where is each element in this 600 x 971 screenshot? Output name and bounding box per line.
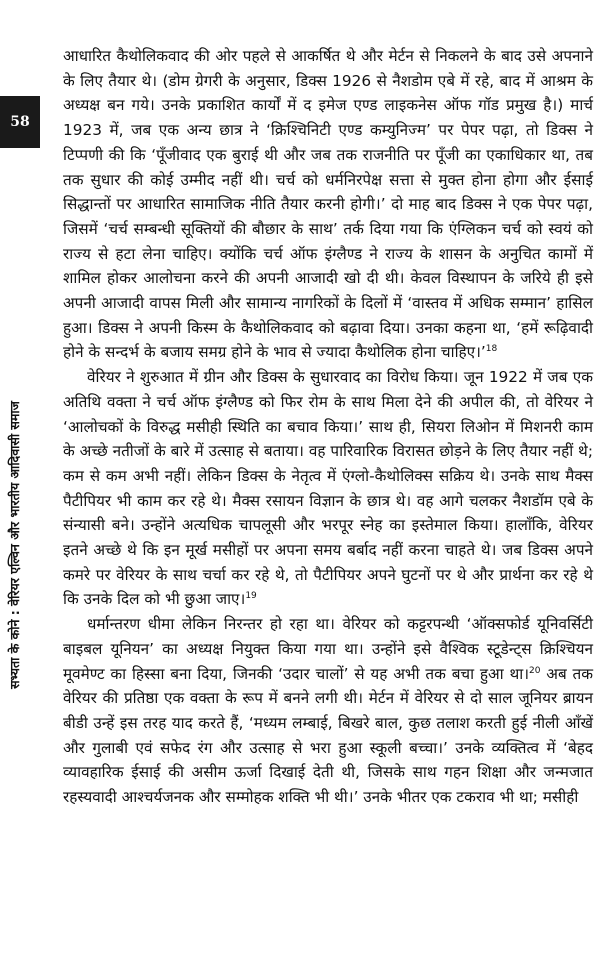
body-text (63, 44, 593, 810)
paragraph-text: आधारित कैथोलिकवाद की ओर पहले से आकर्षित थे और मेर्टन से निकलने के बाद उसे अपनाने के लिए तैयार थे। (डोम ग्रेगरी के अनुसार, डिक्स 1926 से नैशडोम एबे में रहे, बाद में आश्रम के अध्यक्ष बन गये। उनके प्रकाशित कार्यों में द इमेज एण्ड लाइकनेस ऑफ गॉड प्रमुख है।) मार्च 1923 में, जब एक अन्य छात्र ने ‘क्रिश्चिनिटी एण्ड कम्युनिज्म’ पर पेपर पढ़ा, तो डिक्स ने टिप्पणी की कि ‘पूँजीवाद एक बुराई थी और जब तक राजनीति पर पूँजी का एकाधिकार था, तब तक सुधार की कोई उम्मीद नहीं थी। चर्च को धर्मनिरपेक्ष सत्ता से मुक्त होना होगा और ईसाई सिद्धान्तों पर आधारित सामाजिक नीति तैयार करनी होगी।’ दो माह बाद डिक्स ने एक पेपर पढ़ा, जिसमें ‘चर्च सम्बन्धी सूक्तियों की बौछार के साथ’ तर्क दिया गया कि एंग्लिकन चर्च को स्वयं को राज्य से हटा लेना चाहिए। क्योंकि चर्च ऑफ इंग्लैण्ड ने राज्य के शासन के अनुचित कामों में शामिल होकर आलोचना करने की अपनी आजादी खो दी थी। केवल विस्थापन के जरिये ही इसे अपनी आजादी वापस मिली और सामान्य नागरिकों के दिलों में ‘वास्तव में अधिक सम्मान’ हासिल हुआ। डिक्स ने अपनी किस्म के कैथोलिकवाद को बढ़ावा दिया। उनका कहना था, ‘हमें रूढ़िवादी होने के सन्दर्भ के बजाय समग्र होने के भाव से ज्यादा कैथोलिक होना चाहिए।’ (63, 47, 593, 362)
paragraph-text-tail: अब तक वेरियर की प्रतिष्ठा एक वक्ता के रूप में बनने लगी थी। मेर्टन में वेरियर से दो साल जूनियर ब्रायन बीडी उन्हें इस तरह याद करते हैं, ‘मध्यम लम्बाई, बिखरे बाल, कुछ तलाश करती हुई नीली आँखें और गुलाबी एवं सफेद रंग और उत्साह से भरा हुआ स्कूली बच्चा।’ उनके व्यक्तित्व में ‘बेहद व्यावहारिक ईसाई की असीम ऊर्जा दिखाई देती थी, जिसके साथ गहन शिक्षा और जन्मजात रहस्यवादी आश्चर्यजनक और सम्मोहक शक्ति भी थी।’ उनके भीतर एक टकराव भी था; मसीही (63, 664, 593, 807)
footnote-ref-20: 20 (529, 665, 541, 676)
footnote-ref-18: 18 (485, 344, 498, 355)
paragraph-3 (63, 612, 593, 810)
running-head: सभ्यता के कोने : वेरियर एल्विन और भारतीय आदिवासी समाज (7, 401, 22, 689)
paragraph-text: वेरियर ने शुरुआत में ग्रीन और डिक्स के सुधारवाद का विरोध किया। जून 1922 में जब एक अतिथि वक्ता ने चर्च ऑफ इंग्लैण्ड को फिर रोम के साथ मिला देने की अपील की, तो वेरियर ने ‘आलोचकों के विरुद्ध मसीही स्थिति का बचाव किया।’ साथ ही, सियरा लिओन में मिशनरी काम के अच्छे नतीजों के बारे में उत्साह से बताया। वह पारिवारिक विरासत छोड़ने के लिए तैयार नहीं थे; कम से कम अभी नहीं। लेकिन डिक्स के नेतृत्व में एंग्लो-कैथोलिक्स सक्रिय थे। उनके साथ मैक्स पैटीपियर भी काम कर रहे थे। मैक्स रसायन विज्ञान के छात्र थे। वह आगे चलकर नैशडॉम एबे के संन्यासी बने। उन्होंने अत्यधिक चापलूसी और भरपूर स्नेह का इस्तेमाल किया। हालाँकि, वेरियर इतने अच्छे थे कि इन मूर्ख मसीहों पर अपना समय बर्बाद नहीं करना चाहते थे। जब डिक्स अपने कमरे पर वेरियर के साथ चर्चा कर रहे थे, तो पैटीपियर अपने घुटनों पर थे और प्रार्थना कर रहे थे कि उनके दिल को भी छुआ जाए। (63, 368, 593, 609)
page-number-tab (0, 96, 40, 148)
page-number: 58 (10, 114, 30, 130)
paragraph-text: धर्मान्तरण धीमा लेकिन निरन्तर हो रहा था। वेरियर को कट्टरपन्थी ‘ऑक्सफोर्ड यूनिवर्सिटी बाइबल यूनियन’ का अध्यक्ष नियुक्त किया गया था। उन्होंने इसे वैश्विक स्टूडेन्ट्स क्रिश्चियन मूवमेण्ट का हिस्सा बना दिया, जिनकी ‘उदार चालों’ से यह अभी तक बचा हुआ था। (63, 615, 593, 683)
paragraph-2 (63, 365, 593, 612)
footnote-ref-19: 19 (245, 591, 257, 602)
paragraph-1 (63, 44, 593, 365)
